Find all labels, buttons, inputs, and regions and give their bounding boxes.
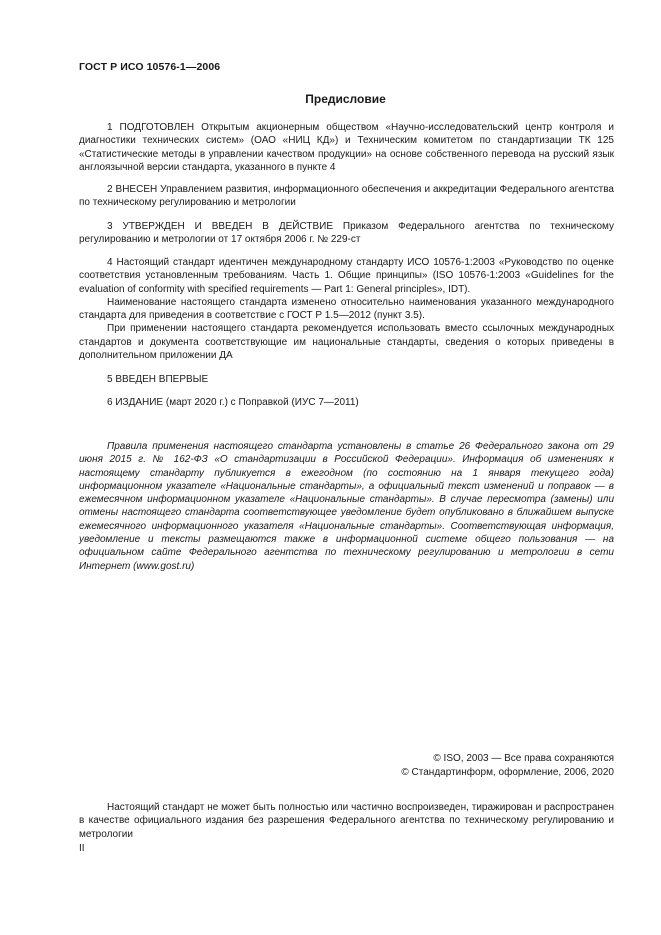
section-6-text: 6 ИЗДАНИЕ (март 2020 г.) с Поправкой (ИУС 7—2011) (107, 397, 359, 408)
section-5 (79, 373, 614, 386)
copyright-iso: © ISO, 2003 — Все права сохраняются (433, 753, 614, 764)
section-3-text: 3 УТВЕРЖДЕН И ВВЕДЕН В ДЕЙСТВИЕ Приказом Федерального агентства по техническому регулированию и метрологии от 17 октября 2006 г. № 229-ст (79, 221, 614, 246)
section-3 (79, 220, 614, 247)
section-5-text: 5 ВВЕДЕН ВПЕРВЫЕ (107, 374, 209, 385)
page-title: Предисловие (305, 92, 386, 106)
copyright-standartinform: © Стандартинформ, оформление, 2006, 2020 (401, 767, 614, 778)
section-2-text: 2 ВНЕСЕН Управлением развития, информационного обеспечения и аккредитации Федерального агентства по техническому регулированию и метрологии (79, 184, 614, 209)
section-4-name-change: Наименование настоящего стандарта изменено относительно наименования указанного международного стандарта для приведения в соответствие с ГОСТ Р 1.5—2012 (пункт 3.5). (79, 296, 614, 322)
section-2 (79, 183, 614, 210)
reproduction-notice-text: Настоящий стандарт не может быть полностью или частично воспроизведен, тиражирован и распространен в качестве официального издания без разрешения Федерального агентства по техническому регулированию и метрологии (79, 802, 614, 840)
section-4 (79, 256, 614, 362)
section-4-application: При применении настоящего стандарта рекомендуется использовать вместо ссылочных международных стандартов и документа соответствующие им национальные стандарты, сведения о которых приведены в дополнительном приложении ДА (79, 323, 614, 362)
copyright-block (401, 752, 614, 780)
section-1 (79, 121, 614, 174)
usage-rules-notice (79, 440, 614, 573)
section-6 (79, 396, 614, 409)
standard-code-header: ГОСТ Р ИСО 10576-1—2006 (79, 61, 221, 73)
section-4-text: 4 Настоящий стандарт идентичен международному стандарту ИСО 10576-1:2003 «Руководство по оценке соответствия установленным требованиям. Часть 1. Общие принципы» (ISO 10576-1:2003 «Guidelines for the evaluation of conformity with specified requirements — Part 1: General principles», IDT). (79, 257, 614, 295)
section-1-text: 1 ПОДГОТОВЛЕН Открытым акционерным обществом «Научно-исследовательский центр контроля и диагностики технических систем» (ОАО «НИЦ КД») и Техническим комитетом по стандартизации ТК 125 «Статистические методы в управлении качеством продукции» на основе собственного перевода на русский язык англоязычной версии стандарта, указанного в пункте 4 (79, 122, 614, 173)
page-number: II (79, 843, 85, 854)
reproduction-notice (79, 801, 614, 841)
usage-rules-text: Правила применения настоящего стандарта установлены в статье 26 Федерального закона от 29 июня 2015 г. № 162-ФЗ «О стандартизации в Российской Федерации». Информация об изменениях к настоящему стандарту публикуется в ежегодном (по состоянию на 1 января текущего года) информационном указателе «Национальные стандарты», а официальный текст изменений и поправок — в ежемесячном информационном указателе «Национальные стандарты». В случае пересмотра (замены) или отмены настоящего стандарта соответствующее уведомление будет опубликовано в ближайшем выпуске ежемесячного информационного указателя «Национальные стандарты». Соответствующая информация, уведомление и тексты размещаются также в информационной системе общего пользования — на официальном сайте Федерального агентства по техническому регулированию и метрологии в сети Интернет (www.gost.ru) (79, 441, 614, 572)
